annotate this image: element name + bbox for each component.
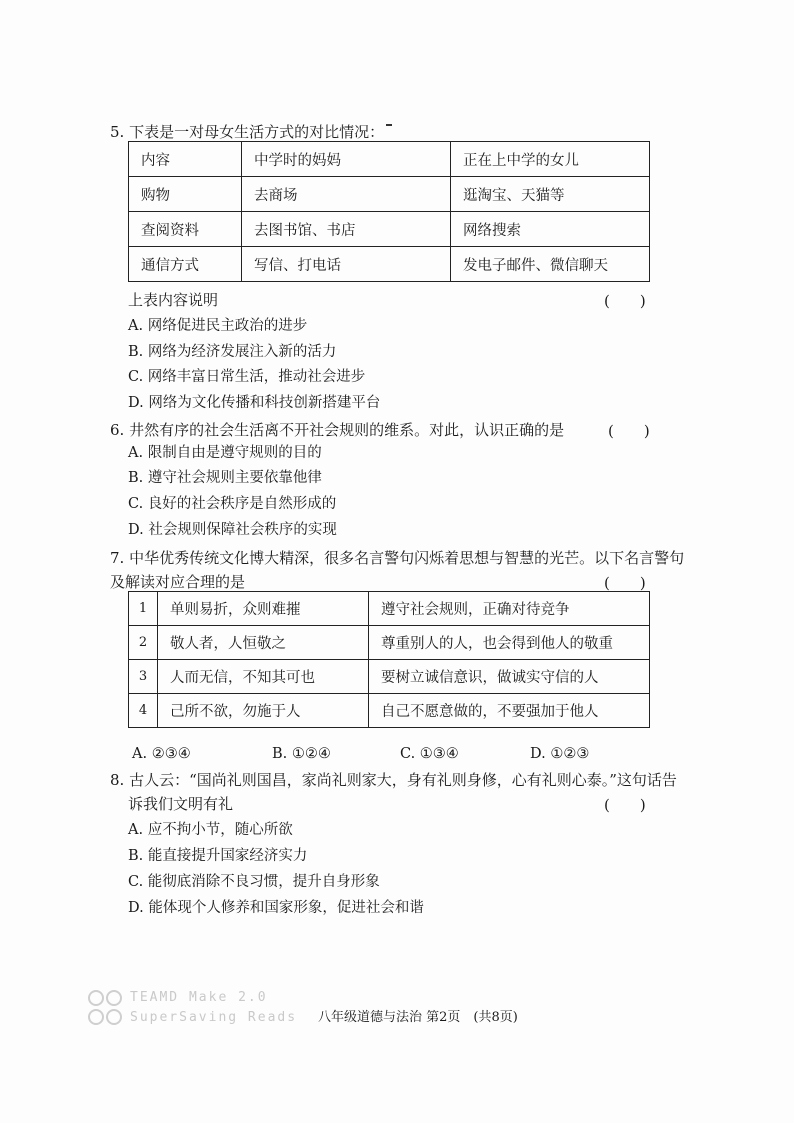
q5-stem: 5. 下表是一对母女生活方式的对比情况： — [110, 123, 385, 141]
q7-stem-line1: 7. 中华优秀传统文化博大精深，很多名言警句闪烁着思想与智慧的光芒。以下名言警句 — [110, 549, 685, 567]
q8-option-b: B. 能直接提升国家经济实力 — [128, 848, 308, 864]
table-row — [129, 626, 650, 660]
table-row — [129, 212, 650, 247]
q6-option-c: C. 良好的社会秩序是自然形成的 — [128, 496, 337, 512]
table-cell-index: 4 — [129, 694, 158, 728]
q7-quote-table — [128, 591, 650, 728]
table-row — [129, 592, 650, 626]
table-cell: 购物 — [129, 177, 242, 212]
table-row — [129, 694, 650, 728]
q8-stem-line1: 8. 古人云：“国尚礼则国昌，家尚礼则家大，身有礼则身修，心有礼则心泰。”这句话告 — [110, 771, 677, 789]
table-cell: 逛淘宝、天猫等 — [451, 177, 650, 212]
stray-mark — [386, 124, 392, 126]
table-cell-index: 2 — [129, 626, 158, 660]
q7-option-a: A. ②③④ — [132, 746, 191, 762]
table-cell: 查阅资料 — [129, 212, 242, 247]
table-cell: 正在上中学的女儿 — [451, 142, 650, 177]
watermark-line1: TEAMD Make 2.0 — [130, 990, 268, 1005]
q6-option-a: A. 限制自由是遵守规则的目的 — [128, 445, 322, 461]
q8-option-a: A. 应不拘小节，随心所欲 — [128, 822, 293, 838]
q7-option-b: B. ①②④ — [272, 746, 331, 762]
table-row — [129, 660, 650, 694]
q5-comparison-table — [128, 141, 650, 282]
q5-option-c: C. 网络丰富日常生活，推动社会进步 — [128, 369, 366, 385]
q8-option-d: D. 能体现个人修养和国家形象，促进社会和谐 — [128, 900, 424, 916]
table-cell: 发电子邮件、微信聊天 — [451, 247, 650, 282]
q6-option-b: B. 遵守社会规则主要依靠他律 — [128, 470, 322, 486]
q6-answer-blank: ( ) — [608, 422, 650, 440]
watermark-logo-icon — [86, 988, 126, 1028]
table-cell-index: 3 — [129, 660, 158, 694]
table-cell: 尊重别人的人，也会得到他人的敬重 — [369, 626, 650, 660]
table-cell: 遵守社会规则，正确对待竞争 — [369, 592, 650, 626]
table-cell: 敬人者，人恒敬之 — [158, 626, 369, 660]
table-cell: 己所不欲，勿施于人 — [158, 694, 369, 728]
table-cell: 人而无信，不知其可也 — [158, 660, 369, 694]
q6-option-d: D. 社会规则保障社会秩序的实现 — [128, 522, 337, 538]
q7-answer-blank: ( ) — [604, 574, 646, 592]
q5-option-d: D. 网络为文化传播和科技创新搭建平台 — [128, 395, 381, 411]
table-cell: 去商场 — [242, 177, 451, 212]
table-cell: 内容 — [129, 142, 242, 177]
q8-stem-line2: 诉我们文明有礼 — [128, 795, 234, 813]
q5-option-b: B. 网络为经济发展注入新的活力 — [128, 344, 337, 360]
q8-answer-blank: ( ) — [604, 796, 646, 814]
q8-option-c: C. 能彻底消除不良习惯，提升自身形象 — [128, 874, 380, 890]
table-cell-index: 1 — [129, 592, 158, 626]
table-cell: 通信方式 — [129, 247, 242, 282]
page-footer: 八年级道德与法治 第2页 (共8页) — [318, 1010, 518, 1025]
table-cell: 写信、打电话 — [242, 247, 451, 282]
table-cell: 要树立诚信意识，做诚实守信的人 — [369, 660, 650, 694]
table-row — [129, 142, 650, 177]
q6-stem: 6. 井然有序的社会生活离不开社会规则的维系。对此，认识正确的是 — [110, 421, 565, 439]
watermark-line2: SuperSaving Reads — [130, 1010, 298, 1025]
table-row — [129, 177, 650, 212]
table-cell: 单则易折，众则难摧 — [158, 592, 369, 626]
q5-answer-blank: ( ) — [604, 292, 646, 310]
table-cell: 网络搜索 — [451, 212, 650, 247]
q7-stem-line2: 及解读对应合理的是 — [110, 573, 246, 591]
q7-option-d: D. ①②③ — [530, 746, 590, 762]
table-cell: 中学时的妈妈 — [242, 142, 451, 177]
table-row — [129, 247, 650, 282]
q7-option-c: C. ①③④ — [400, 746, 459, 762]
q5-option-a: A. 网络促进民主政治的进步 — [128, 318, 308, 334]
table-cell: 去图书馆、书店 — [242, 212, 451, 247]
q5-lead: 上表内容说明 — [128, 291, 219, 309]
table-cell: 自己不愿意做的，不要强加于他人 — [369, 694, 650, 728]
